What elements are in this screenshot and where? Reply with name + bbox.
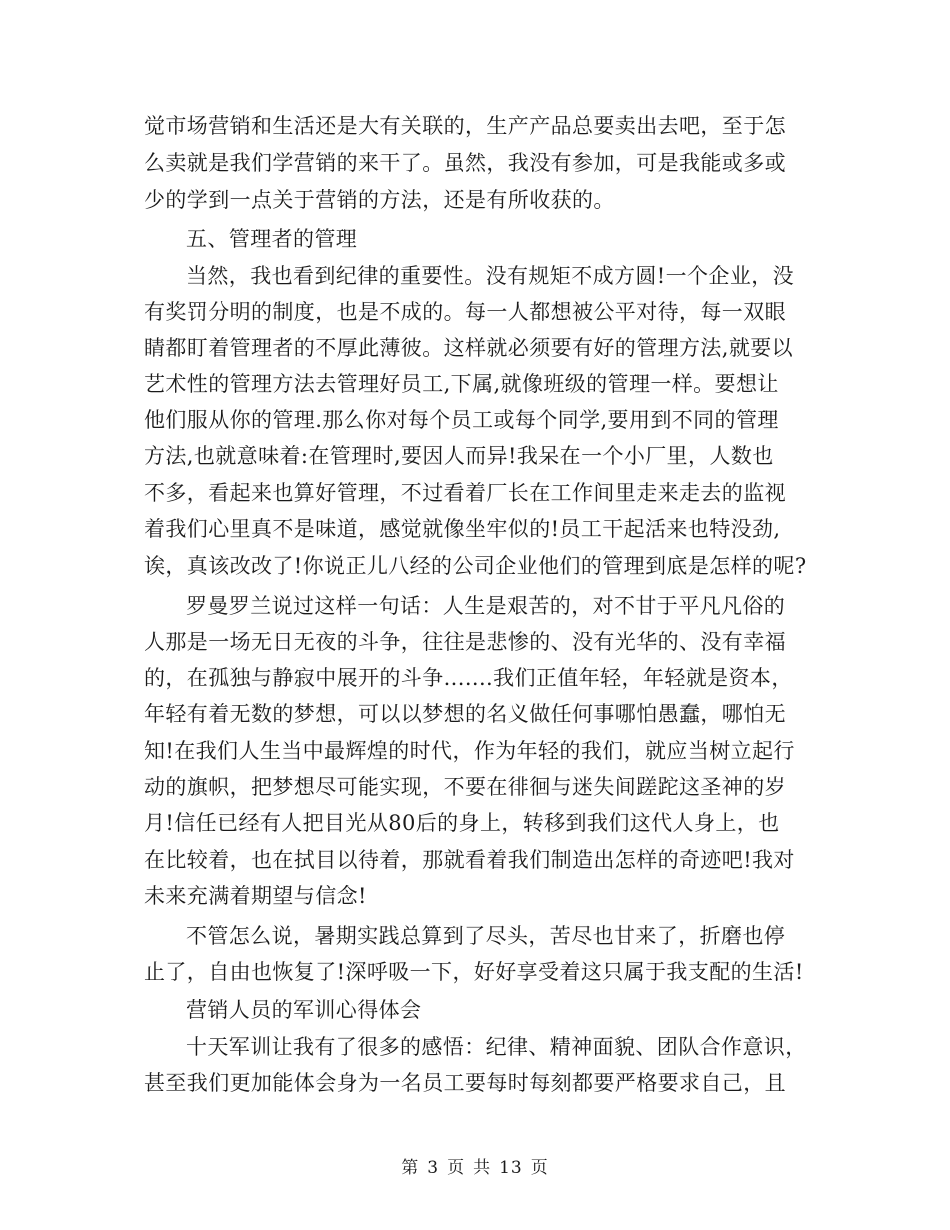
text-line: 的，在孤独与静寂中展开的斗争.......我们正值年轻，年轻就是资本， <box>144 666 793 690</box>
footer-gong: 共 <box>473 1158 492 1178</box>
text-line: 么卖就是我们学营销的来干了。虽然，我没有参加，可是我能或多或 <box>144 151 786 175</box>
footer-di: 第 <box>401 1158 420 1178</box>
text-line: 年轻有着无数的梦想，可以以梦想的名义做任何事哪怕愚蠢，哪怕无 <box>144 702 786 726</box>
text-line: 有奖罚分明的制度，也是不成的。每一人都想被公平对待，每一双眼 <box>144 300 786 324</box>
text-line: 诶，真该改改了!你说正儿八经的公司企业他们的管理到底是怎样的呢? <box>144 554 807 578</box>
section-heading: 营销人员的军训心得体会 <box>186 998 422 1022</box>
text-line: 未来充满着期望与信念! <box>144 884 367 908</box>
text-line: 他们服从你的管理.那么你对每个员工或每个同学,要用到不同的管理 <box>144 408 779 432</box>
text-line: 知!在我们人生当中最辉煌的时代，作为年轻的我们，就应当树立起行 <box>144 739 795 763</box>
text-line: 不多，看起来也算好管理，不过看着厂长在工作间里走来走去的监视 <box>144 481 786 505</box>
text-line: 方法,也就意味着:在管理时,要因人而异!我呆在一个小厂里，人数也 <box>144 444 774 468</box>
page-number-total: 13 <box>499 1158 523 1178</box>
footer-ye: 页 <box>530 1158 549 1178</box>
text-line: 十天军训让我有了很多的感悟：纪律、精神面貌、团队合作意识， <box>186 1035 807 1059</box>
text-line: 止了，自由也恢复了!深呼吸一下，好好享受着这只属于我支配的生活! <box>144 960 804 984</box>
text-line: 当然，我也看到纪律的重要性。没有规矩不成方圆!一个企业，没 <box>186 264 795 288</box>
text-line: 罗曼罗兰说过这样一句话：人生是艰苦的，对不甘于平凡凡俗的 <box>186 594 786 618</box>
text-line: 觉市场营销和生活还是大有关联的，生产产品总要卖出去吧，至于怎 <box>144 114 786 138</box>
page-number-current: 3 <box>427 1158 440 1178</box>
text-line: 不管怎么说，暑期实践总算到了尽头，苦尽也甘来了，折磨也停 <box>186 924 786 948</box>
text-line: 着我们心里真不是味道，感觉就像坐牢似的!员工干起活来也特没劲, <box>144 517 781 541</box>
text-line: 甚至我们更加能体会身为一名员工要每时每刻都要严格要求自己，且 <box>144 1071 786 1095</box>
text-line: 睛都盯着管理者的不厚此薄彼。这样就必须要有好的管理方法,就要以 <box>144 336 794 360</box>
page-footer <box>0 1157 950 1179</box>
footer-ye: 页 <box>447 1158 466 1178</box>
text-line: 少的学到一点关于营销的方法，还是有所收获的。 <box>144 188 615 212</box>
text-line: 动的旗帜，把梦想尽可能实现，不要在徘徊与迷失间蹉跎这圣神的岁 <box>144 775 786 799</box>
section-heading: 五、管理者的管理 <box>186 227 358 251</box>
text-line: 人那是一场无日无夜的斗争，往往是悲惨的、没有光华的、没有幸福 <box>144 630 786 654</box>
text-line: 月!信任已经有人把目光从80后的身上，转移到我们这代人身上，也 <box>144 811 780 835</box>
text-line: 在比较着，也在拭目以待着，那就看着我们制造出怎样的奇迹吧!我对 <box>144 848 795 872</box>
text-line: 艺术性的管理方法去管理好员工,下属,就像班级的管理一样。要想让 <box>144 372 779 396</box>
